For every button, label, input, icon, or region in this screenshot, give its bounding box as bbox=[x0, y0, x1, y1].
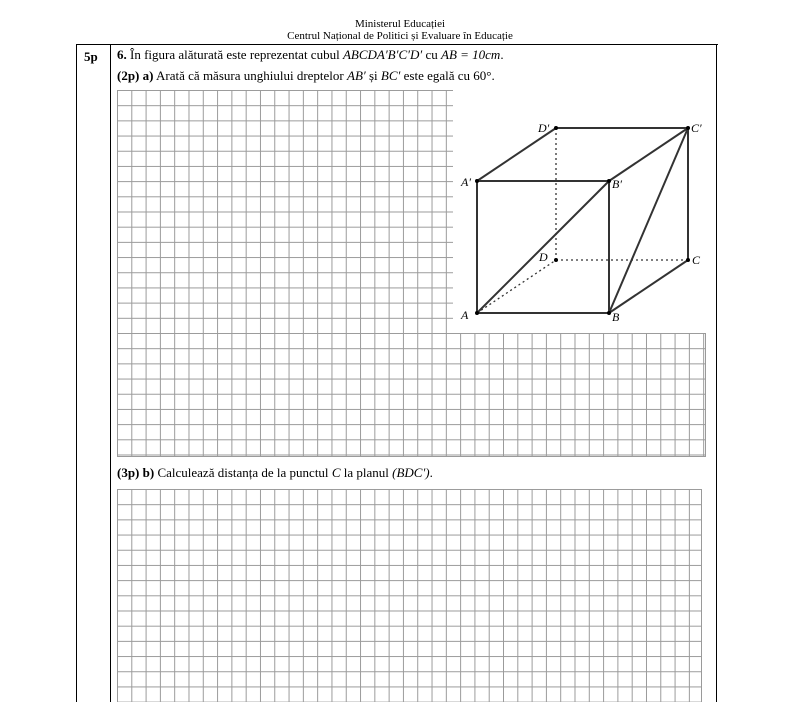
part-b-question bbox=[117, 465, 433, 481]
segment-BC1 bbox=[609, 128, 688, 313]
vertex-C-dot bbox=[686, 258, 690, 262]
part-b-text: Calculează distanța de la punctul bbox=[157, 465, 329, 480]
problem-number: 6. bbox=[117, 47, 127, 62]
answer-grid-a-lower[interactable] bbox=[117, 333, 706, 457]
edge-condition: AB = 10cm bbox=[441, 47, 501, 62]
label-B1: B′ bbox=[612, 177, 622, 191]
part-a-line1: AB′ bbox=[347, 68, 366, 83]
part-a-question bbox=[117, 68, 495, 84]
label-C1: C′ bbox=[691, 121, 702, 135]
part-a-text2: este egală cu bbox=[403, 68, 471, 83]
answer-grid-b[interactable] bbox=[117, 489, 702, 702]
part-a-angle: 60° bbox=[473, 68, 492, 83]
table-left-border bbox=[76, 44, 77, 702]
part-a-letter: a) bbox=[142, 68, 154, 83]
part-a-and: și bbox=[368, 68, 378, 83]
vertex-B-dot bbox=[607, 311, 611, 315]
cube-name: ABCDA′B′C′D′ bbox=[342, 47, 423, 62]
hidden-edge-AD bbox=[477, 260, 556, 313]
part-b-point: C bbox=[331, 465, 341, 480]
vertex-D-dot bbox=[554, 258, 558, 262]
part-a-line2: BC′ bbox=[380, 68, 401, 83]
segment-AB1 bbox=[477, 181, 609, 313]
part-b-plane: (BDC′) bbox=[392, 465, 430, 480]
problem-cu: cu bbox=[425, 47, 438, 62]
vertex-D1-dot bbox=[554, 126, 558, 130]
part-a-text: Arată că măsura unghiului dreptelor bbox=[156, 68, 344, 83]
label-B: B bbox=[612, 310, 620, 324]
vertex-B1-dot bbox=[607, 179, 611, 183]
header-center: Centrul Național de Politici și Evaluare în Educație bbox=[287, 30, 513, 42]
part-b-period: . bbox=[429, 465, 433, 480]
problem-period: . bbox=[500, 47, 504, 62]
answer-grid-a-upper[interactable] bbox=[117, 90, 454, 334]
part-a-period: . bbox=[491, 68, 495, 83]
header-ministry: Ministerul Educației bbox=[354, 18, 446, 30]
vertex-A-dot bbox=[475, 311, 479, 315]
part-b-letter: b) bbox=[142, 465, 155, 480]
cube-diagram bbox=[453, 90, 716, 333]
label-C: C bbox=[692, 253, 701, 267]
label-D1: D′ bbox=[538, 121, 550, 135]
part-a-points: (2p) bbox=[117, 68, 140, 83]
label-A1: A′ bbox=[461, 175, 471, 189]
label-D: D bbox=[539, 250, 548, 264]
problem-statement bbox=[117, 47, 504, 63]
table-right-border bbox=[716, 44, 717, 702]
points-total: 5p bbox=[84, 49, 98, 64]
cube-figure bbox=[453, 90, 716, 333]
part-b-text2: la planul bbox=[343, 465, 389, 480]
problem-text: În figura alăturată este reprezentat cubul bbox=[130, 47, 340, 62]
table-top-border bbox=[76, 44, 718, 45]
label-A: A bbox=[461, 308, 469, 322]
part-b-points: (3p) bbox=[117, 465, 140, 480]
vertex-A1-dot bbox=[475, 179, 479, 183]
edge-A1D1 bbox=[477, 128, 556, 181]
vertex-C1-dot bbox=[686, 126, 690, 130]
table-column-divider bbox=[110, 44, 111, 702]
